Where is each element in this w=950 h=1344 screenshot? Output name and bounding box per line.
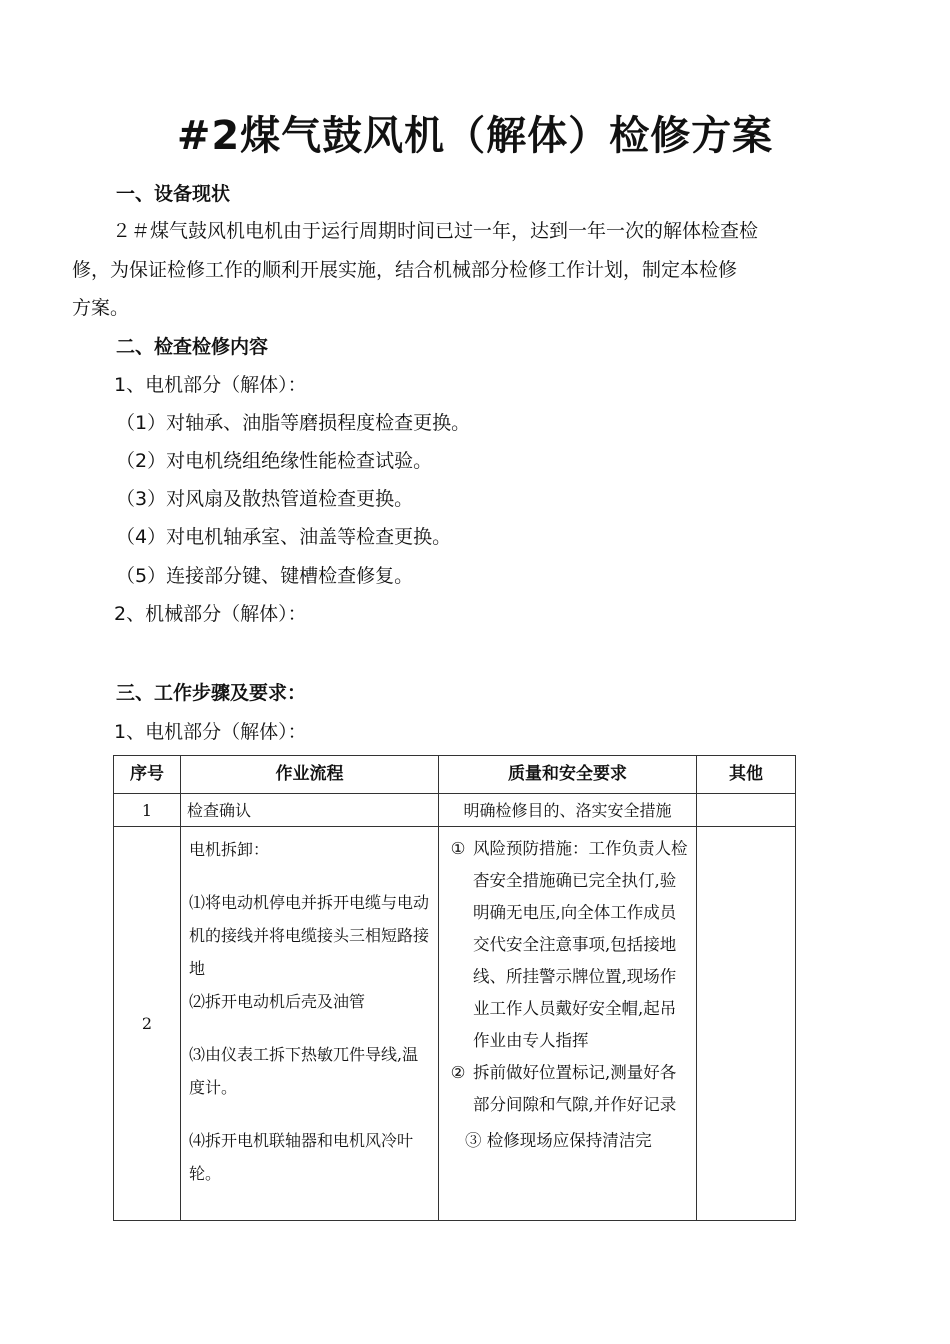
- circled-number-2: ②: [450, 1063, 466, 1082]
- section-1-line-2: 修，为保证检修工作的顺利开展实施，结合机械部分检修工作计划，制定本检修: [72, 259, 738, 281]
- header-flow: 作业流程: [181, 756, 439, 794]
- row-number: 1: [114, 794, 181, 827]
- requirement-text: 风险预防措施：工作负责人检杳安全措施确已完全执仃,验明确无电压,向全体工作成员交代安全注意事项,包括接地线、所挂警示牌位置,现场作业工作人员戴好安全帽,起吊作业由专人指挥: [473, 839, 688, 1050]
- section-3-part-1: 1、电机部分（解体）：: [114, 721, 307, 743]
- flow-title: 电机拆卸：: [189, 840, 270, 859]
- section-2-part-1: 1、电机部分（解体）：: [114, 374, 307, 396]
- section-3-heading: 三、工作步骤及要求：: [116, 682, 307, 704]
- work-steps-table: [113, 755, 796, 1221]
- row-other: [697, 794, 796, 827]
- flow-step: ⑶由仪表工拆下热敏兀件导线,温度计。: [189, 1045, 419, 1097]
- table-header-row: [114, 756, 796, 794]
- requirement-item: [443, 833, 690, 1057]
- header-seq: 序号: [114, 756, 181, 794]
- row-requirements: [439, 827, 697, 1221]
- table-row: [114, 794, 796, 827]
- section-2-item: （3）对风扇及散热管道检查更换。: [116, 488, 414, 510]
- row-requirements: 明确检修目的、洛实安全措施: [439, 794, 697, 827]
- circled-number-1: ①: [450, 839, 466, 858]
- section-2-part-2: 2、机械部分（解体）：: [114, 603, 307, 625]
- section-1-line-1: ２＃煤气鼓风机电机由于运行周期时间已过一年，达到一年一次的解体检查检: [112, 220, 759, 242]
- row-flow: 检查确认: [181, 794, 439, 827]
- requirement-item: ③ 检修现场应保持清洁完: [465, 1131, 652, 1150]
- requirement-text: 拆前做好位置标记,测量好各部分间隙和气隙,并作好记录: [473, 1063, 677, 1114]
- section-2-item: （4）对电机轴承室、油盖等检查更换。: [116, 526, 452, 548]
- section-2-item: （5）连接部分键、键槽检查修复。: [116, 565, 414, 587]
- section-1-heading: 一、设备现状: [116, 183, 231, 205]
- section-2-item: （1）对轴承、油脂等磨损程度检查更换。: [116, 412, 471, 434]
- header-other: 其他: [697, 756, 796, 794]
- row-flow: [181, 827, 439, 1221]
- section-2-heading: 二、检查检修内容: [116, 336, 269, 358]
- row-number: 2: [114, 827, 181, 1221]
- table-row: [114, 827, 796, 1221]
- flow-step: ⑵拆开电动机后壳及油管: [189, 992, 366, 1011]
- row-other: [697, 827, 796, 1221]
- requirement-item: [443, 1057, 690, 1121]
- flow-step: ⑷拆开电机联轴器和电机风冷叶轮。: [189, 1131, 414, 1183]
- header-requirements: 质量和安全要求: [439, 756, 697, 794]
- section-1-line-3: 方案。: [72, 297, 130, 319]
- page-title: #2煤气鼓风机（解体）检修方案: [176, 113, 774, 159]
- section-2-item: （2）对电机绕组绝缘性能检查试验。: [116, 450, 433, 472]
- flow-step: ⑴将电动机停电并拆开电缆与电动机的接线并将电缆接头三相短路接地: [189, 893, 430, 978]
